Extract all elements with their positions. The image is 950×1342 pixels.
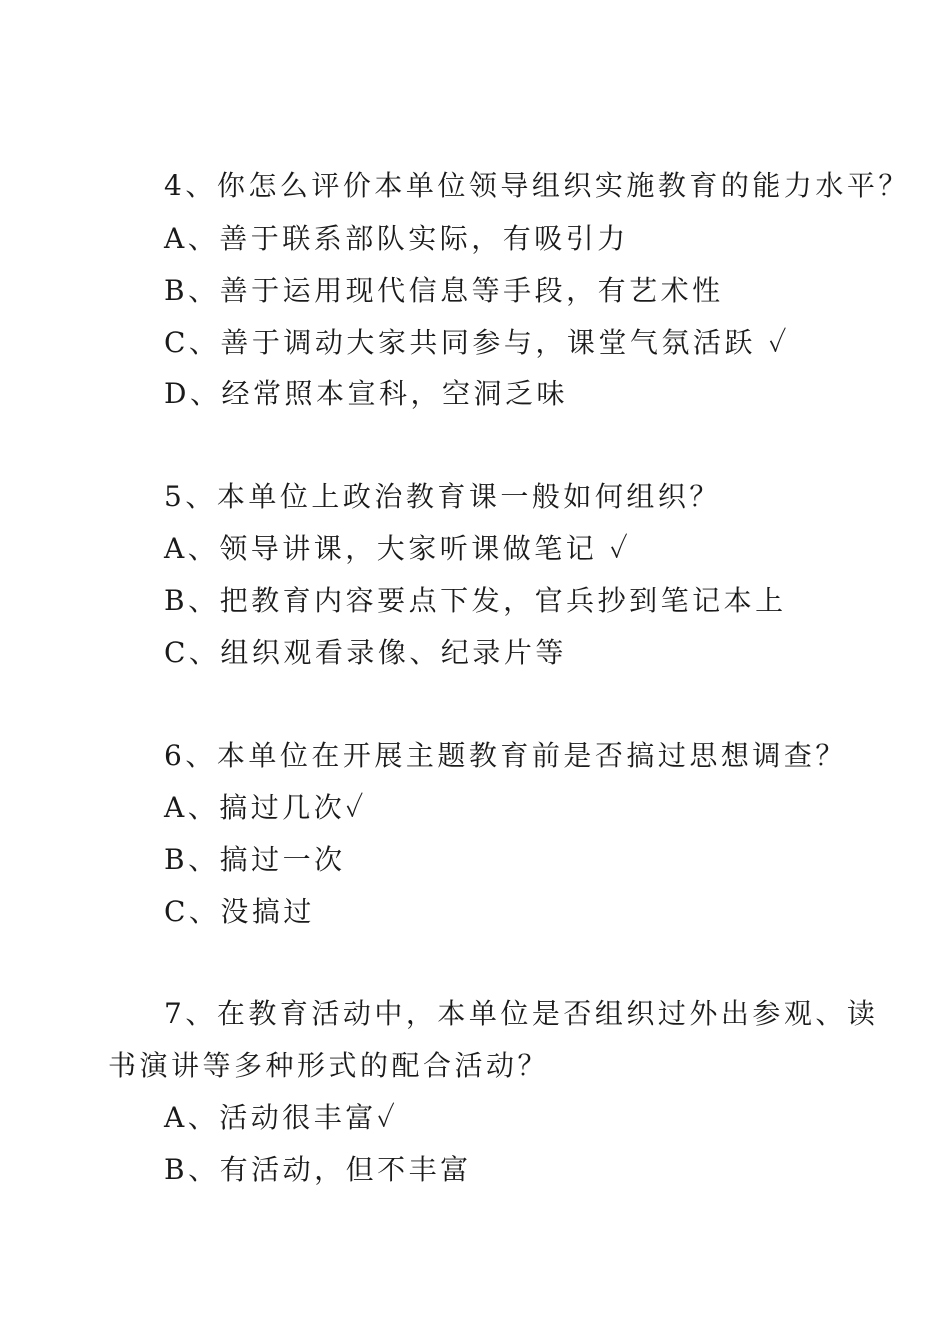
question-7-text-line-2: 书演讲等多种形式的配合活动？: [108, 1049, 550, 1082]
question-5-option-c: C、组织观看录像、纪录片等: [164, 636, 567, 669]
question-7-option-b: B、有活动，但不丰富: [164, 1153, 472, 1186]
question-4-option-b: B、善于运用现代信息等手段，有艺术性: [164, 274, 724, 307]
question-4-option-d: D、经常照本宣科，空洞乏味: [164, 377, 568, 410]
question-5-option-b: B、把教育内容要点下发，官兵抄到笔记本上: [164, 584, 787, 617]
question-7-text-line-1: 7、在教育活动中，本单位是否组织过外出参观、读: [164, 997, 879, 1030]
question-6-option-b: B、搞过一次: [164, 843, 346, 876]
question-6-text: 6、本单位在开展主题教育前是否搞过思想调查？: [164, 739, 847, 772]
question-5-option-a: A、领导讲课，大家听课做笔记 ✓: [164, 532, 632, 565]
question-6-option-a: A、搞过几次✓: [164, 791, 367, 824]
question-4-option-c: C、善于调动大家共同参与，课堂气氛活跃 ✓: [164, 326, 790, 359]
question-4-text: 4、你怎么评价本单位领导组织实施教育的能力水平？: [164, 169, 910, 202]
question-7-option-a: A、活动很丰富✓: [164, 1101, 399, 1134]
question-5-text: 5、本单位上政治教育课一般如何组织？: [164, 480, 721, 513]
question-4-option-a: A、善于联系部队实际，有吸引力: [164, 222, 629, 255]
question-6-option-c: C、没搞过: [164, 895, 315, 928]
